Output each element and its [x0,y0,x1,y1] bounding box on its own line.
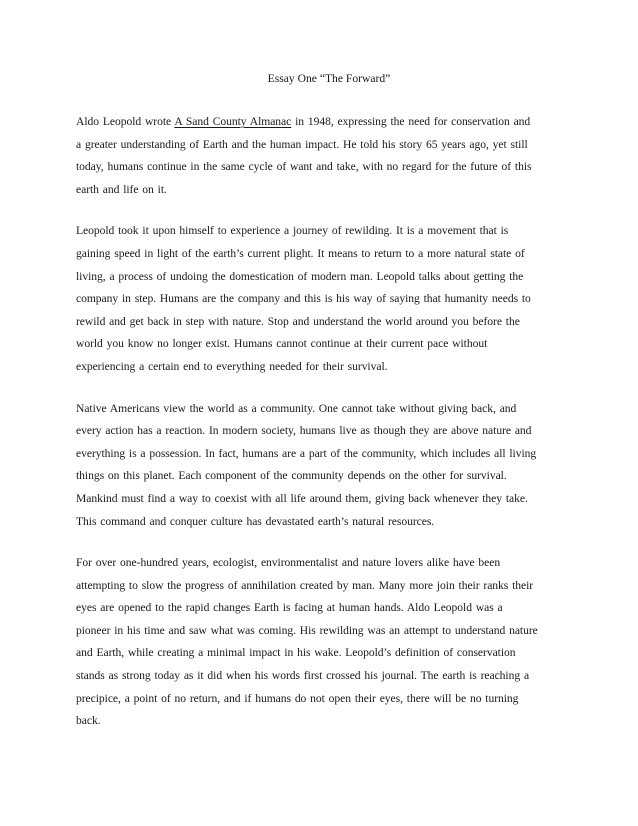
paragraph-line: back. [76,714,101,728]
paragraph-3 [76,398,578,534]
paragraph-line [76,111,578,134]
paragraph-line: Native Americans view the world as a community. One cannot take without giving back, and [76,401,517,415]
paragraph-line: every action has a reaction. In modern society, humans live as though they are above nature and [76,424,532,438]
paragraph-line: stands as strong today as it did when his words first crossed his journal. The earth is reaching a [76,669,530,683]
paragraph-line: pioneer in his time and saw what was coming. His rewilding was an attempt to understand nature [76,623,538,637]
paragraph-1 [76,111,578,201]
paragraph-line: experiencing a certain end to everything needed for their survival. [76,359,388,373]
paragraph-line: eyes are opened to the rapid changes Earth is facing at human hands. Aldo Leopold was a [76,601,503,615]
paragraph-line: world you know no longer exist. Humans cannot continue at their current pace without [76,337,488,351]
paragraph-line: gaining speed in light of the earth’s current plight. It means to return to a more natural state of [76,246,525,260]
paragraph-line: For over one-hundred years, ecologist, environmentalist and nature lovers alike have been [76,556,501,570]
paragraph-line: rewild and get back in step with nature. Stop and understand the world around you before the [76,314,520,328]
paragraph-line: and Earth, while creating a minimal impact in his wake. Leopold’s definition of conservation [76,646,516,660]
paragraph-line: earth and life on it. [76,182,167,196]
paragraph-line: This command and conquer culture has devastated earth’s natural resources. [76,514,435,528]
paragraph-line: everything is a possession. In fact, humans are a part of the community, which includes all living [76,446,537,460]
paragraph-line: company in step. Humans are the company and this is his way of saying that humanity needs to [76,292,531,306]
paragraph-line: today, humans continue in the same cycle of want and take, with no regard for the future of this [76,160,532,174]
paragraph-line: things on this planet. Each component of the community depends on the other for survival. [76,469,507,483]
paragraph-line: precipice, a point of no return, and if humans do not open their eyes, there will be no turning [76,691,519,705]
essay-title: Essay One “The Forward” [267,72,391,85]
paragraph-line: Mankind must find a way to coexist with all life around them, giving back whenever they take. [76,491,528,505]
line-segment: in 1948, expressing the need for conservation and [291,115,531,128]
paragraph-4 [76,552,578,733]
paragraph-line: living, a process of undoing the domestication of modern man. Leopold talks about getting the [76,269,524,283]
paragraph-2 [76,220,578,378]
line-segment: Aldo Leopold wrote [76,115,175,128]
paragraph-line: Leopold took it upon himself to experience a journey of rewilding. It is a movement that is [76,224,509,238]
paragraph-line: a greater understanding of Earth and the human impact. He told his story 65 years ago, yet still [76,137,528,151]
paragraph-line: attempting to slow the progress of annihilation created by man. Many more join their ranks their [76,578,534,592]
book-title-underlined: A Sand County Almanac [174,115,292,128]
